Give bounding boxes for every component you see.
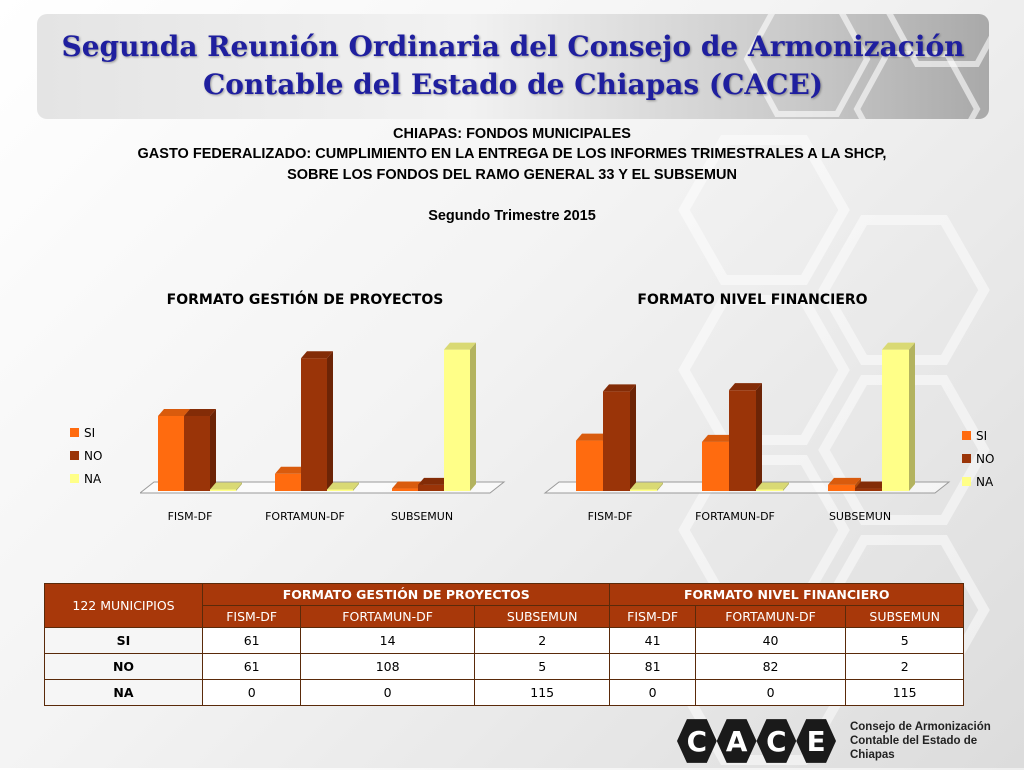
table-row-label: SI: [45, 628, 203, 654]
table-cell: 2: [846, 654, 964, 680]
bar-front: [327, 490, 353, 492]
table-cell: 0: [301, 680, 475, 706]
chart2-title: FORMATO NIVEL FINANCIERO: [637, 292, 868, 308]
bar-FORTAMUN-DF-NA: [756, 483, 789, 492]
logo-letter: A: [725, 724, 748, 758]
table-cell: 14: [301, 628, 475, 654]
chart1-tick-label: FORTAMUN-DF: [265, 510, 345, 523]
legend-swatch-no: [962, 454, 971, 463]
chart1-legend: [70, 421, 102, 490]
chart1-legend-no: [70, 444, 102, 467]
bar-front: [882, 350, 909, 491]
bar-FISM-DF-NA: [630, 483, 663, 492]
legend-label: SI: [976, 428, 988, 443]
chart2-legend: [962, 424, 994, 493]
bar-front: [756, 490, 783, 492]
legend-swatch-na: [70, 474, 79, 483]
legend-label: SI: [84, 425, 96, 440]
bar-front: [729, 390, 756, 491]
bar-front: [630, 490, 657, 492]
chart2-svg: [540, 330, 960, 520]
chart2-tick-label: FORTAMUN-DF: [695, 510, 775, 523]
table-header-row: [45, 584, 964, 606]
bar-front: [444, 350, 470, 491]
bar-FORTAMUN-DF-NO: [301, 351, 333, 491]
heading-line-1: CHIAPAS: FONDOS MUNICIPALES: [393, 126, 631, 142]
table-column-header: FISM-DF: [203, 606, 301, 628]
bar-front: [158, 416, 184, 491]
table-cell: 61: [203, 628, 301, 654]
table-corner-header: 122 MUNICIPIOS: [45, 584, 203, 628]
bar-front: [603, 391, 630, 491]
bar-front: [210, 490, 236, 492]
legend-label: NO: [976, 451, 995, 466]
table-row: [45, 654, 964, 680]
table-cell: 115: [474, 680, 610, 706]
chart1-tick-label: FISM-DF: [167, 510, 213, 523]
heading-line-2: GASTO FEDERALIZADO: CUMPLIMIENTO EN LA ENTREGA DE LOS INFORMES TRIMESTRALES A LA SHCP,: [137, 146, 887, 162]
table-cell: 115: [846, 680, 964, 706]
chart1-legend-na: [70, 467, 102, 490]
table-column-header: SUBSEMUN: [846, 606, 964, 628]
table-cell: 40: [695, 628, 846, 654]
bar-front: [828, 485, 855, 491]
table-cell: 0: [695, 680, 846, 706]
bar-front: [392, 489, 418, 491]
table-column-header: SUBSEMUN: [474, 606, 610, 628]
logo-letter: E: [806, 724, 826, 758]
chart2-legend-na: [962, 470, 994, 493]
legend-label: NA: [976, 474, 994, 489]
chart1-svg: [140, 330, 520, 520]
table-cell: 108: [301, 654, 475, 680]
legend-swatch-na: [962, 477, 971, 486]
table-group-header: FORMATO NIVEL FINANCIERO: [610, 584, 964, 606]
logo-letter: C: [766, 724, 787, 758]
chart2-tick-label: FISM-DF: [587, 510, 633, 523]
chart2-legend-no: [962, 447, 994, 470]
table-cell: 82: [695, 654, 846, 680]
bar-front: [275, 474, 301, 491]
bar-front: [855, 489, 882, 491]
bar-front: [702, 442, 729, 491]
bar-side: [909, 343, 915, 491]
legend-label: NO: [84, 448, 103, 463]
table-column-header: FISM-DF: [610, 606, 695, 628]
page-title-line-2: Contable del Estado de Chiapas (CACE): [202, 68, 824, 101]
table-cell: 2: [474, 628, 610, 654]
table-cell: 41: [610, 628, 695, 654]
table-cell: 5: [474, 654, 610, 680]
logo-text-line-2: Contable del Estado de Chiapas: [849, 735, 978, 761]
table-group-header: FORMATO GESTIÓN DE PROYECTOS: [203, 584, 610, 606]
chart1-title: FORMATO GESTIÓN DE PROYECTOS: [166, 292, 444, 308]
data-table: [44, 583, 964, 706]
cace-logo: [675, 718, 1024, 764]
legend-swatch-si: [70, 428, 79, 437]
bar-side: [630, 384, 636, 491]
table-cell: 0: [203, 680, 301, 706]
bar-side: [470, 343, 476, 491]
table-cell: 81: [610, 654, 695, 680]
cace-logo-mark: [675, 718, 844, 764]
table-cell: 5: [846, 628, 964, 654]
table-column-header: FORTAMUN-DF: [301, 606, 475, 628]
chart1-legend-si: [70, 421, 102, 444]
heading-period: Segundo Trimestre 2015: [428, 208, 596, 224]
bar-SUBSEMUN-NA: [882, 343, 915, 491]
page-title-line-1: Segunda Reunión Ordinaria del Consejo de Armonización: [61, 30, 965, 63]
heading-line-3: SOBRE LOS FONDOS DEL RAMO GENERAL 33 Y EL SUBSEMUN: [287, 167, 737, 183]
table-cell: 0: [610, 680, 695, 706]
logo-text: [850, 720, 1024, 762]
chart2-legend-si: [962, 424, 994, 447]
bar-side: [327, 351, 333, 491]
bar-side: [756, 383, 762, 491]
table-cell: 61: [203, 654, 301, 680]
bar-FISM-DF-NO: [184, 409, 216, 491]
title-banner: [37, 14, 989, 119]
legend-label: NA: [84, 471, 102, 486]
chart1-tick-label: SUBSEMUN: [390, 510, 454, 523]
legend-swatch-si: [962, 431, 971, 440]
logo-letter: C: [686, 724, 708, 758]
bar-front: [301, 358, 327, 491]
table-row-label: NO: [45, 654, 203, 680]
bar-front: [184, 416, 210, 491]
page-title: [37, 28, 989, 104]
bar-front: [418, 485, 444, 491]
table-row-label: NA: [45, 680, 203, 706]
bar-front: [576, 441, 603, 491]
legend-swatch-no: [70, 451, 79, 460]
table-column-header: FORTAMUN-DF: [695, 606, 846, 628]
bar-FORTAMUN-DF-NO: [729, 383, 762, 491]
chart2-tick-label: SUBSEMUN: [828, 510, 892, 523]
bar-side: [210, 409, 216, 491]
bar-FISM-DF-NO: [603, 384, 636, 491]
table-row: [45, 628, 964, 654]
bar-SUBSEMUN-NA: [444, 343, 476, 491]
table-row: [45, 680, 964, 706]
logo-text-line-1: Consejo de Armonización: [849, 721, 991, 733]
